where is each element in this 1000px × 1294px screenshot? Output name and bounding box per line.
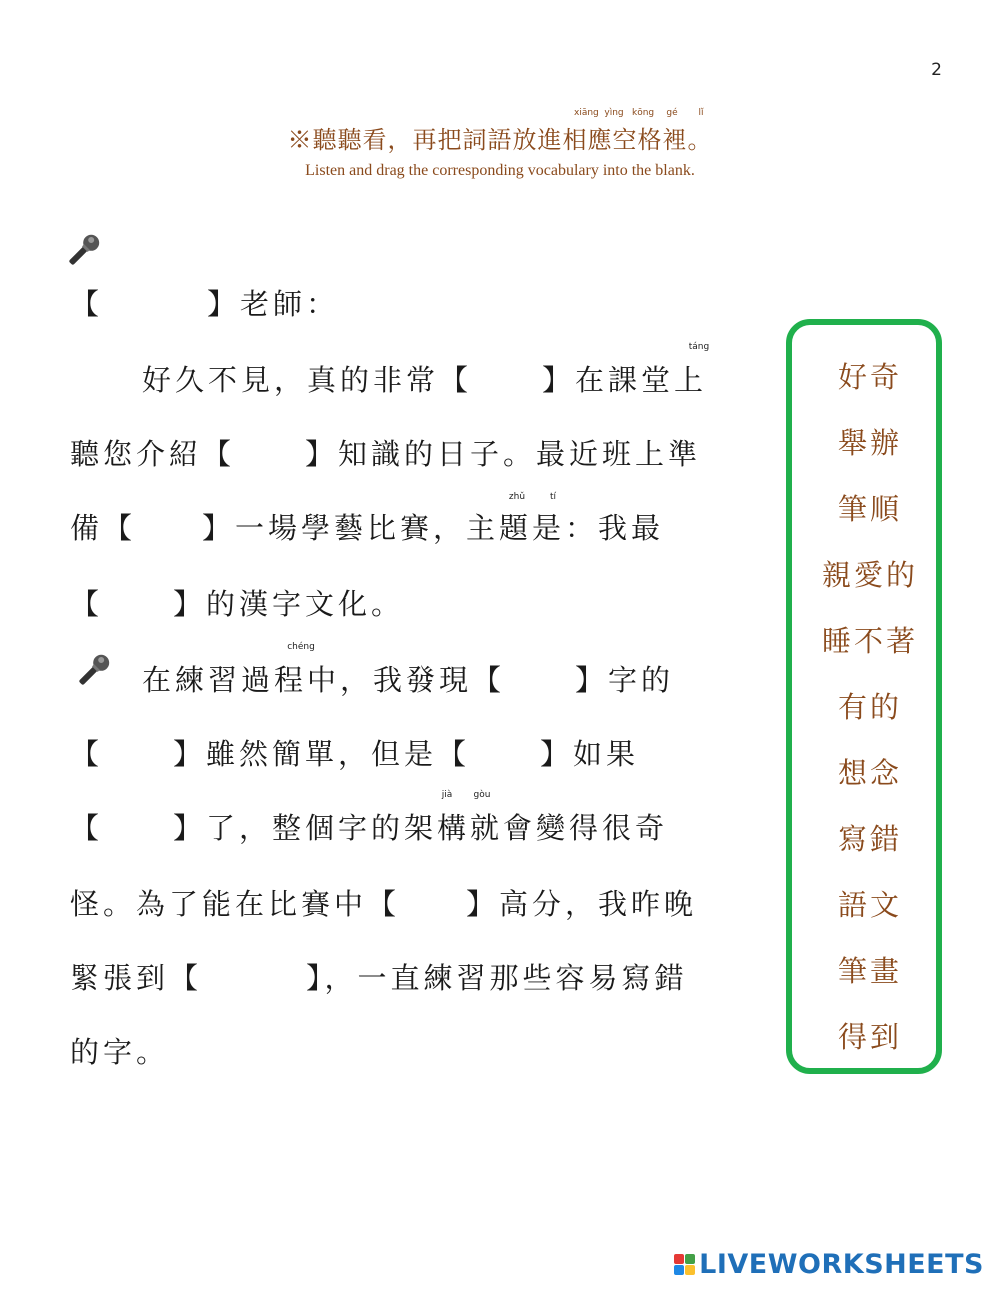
passage-line-10: 緊張到【 】，一直練習那些容易寫錯: [70, 961, 688, 995]
instruction-zh: ※聽聽看，再把詞語放進相應空格裡。: [287, 126, 713, 154]
passage-line-3: 聽您介紹【 】知識的日子。最近班上準: [70, 437, 702, 471]
word-bank-item[interactable]: 得到: [837, 1020, 902, 1054]
passage-line-6: 在練習過程中，我發現【 】字的: [142, 663, 675, 697]
passage-line-8: 【 】了，整個字的架構就會變得很奇: [70, 811, 669, 845]
word-bank-item[interactable]: 寫錯: [837, 822, 902, 856]
word-bank-item[interactable]: 有的: [837, 690, 902, 724]
pinyin-ti: tí: [549, 492, 557, 502]
passage-line-4: 備【 】一場學藝比賽，主題是：我最: [70, 511, 665, 545]
pinyin-cheng: chéng: [287, 642, 315, 652]
word-bank-item[interactable]: 親愛的: [821, 558, 918, 592]
pinyin-zhu: zhǔ: [508, 492, 526, 502]
page-number: 2: [931, 60, 942, 80]
word-bank-item[interactable]: 筆順: [837, 492, 902, 526]
logo-mark-icon: [674, 1254, 695, 1275]
instruction-en: Listen and drag the corresponding vocabulary into the blank.: [305, 162, 695, 179]
word-bank-item[interactable]: 語文: [837, 888, 902, 922]
pinyin-tang: táng: [688, 342, 710, 352]
word-bank-item[interactable]: 想念: [837, 756, 902, 790]
passage-line-11: 的字。: [70, 1035, 170, 1069]
pinyin-ge: gé: [666, 108, 678, 118]
brand-name: LIVEWORKSHEETS: [699, 1249, 984, 1280]
liveworksheets-logo: [674, 1249, 984, 1280]
pinyin-li: lǐ: [698, 108, 704, 118]
microphone-icon[interactable]: [70, 650, 114, 694]
pinyin-jia: jià: [441, 790, 453, 800]
pinyin-xiang: xiāng: [574, 108, 599, 118]
passage-line-2: 好久不見，真的非常【 】在課堂上: [142, 363, 708, 397]
passage-line-9: 怪。為了能在比賽中【 】高分，我昨晚: [70, 887, 698, 921]
microphone-icon[interactable]: [60, 230, 104, 274]
word-bank-item[interactable]: 舉辦: [837, 426, 902, 460]
passage-line-7: 【 】雖然簡單，但是【 】如果: [70, 737, 640, 771]
word-bank: [786, 319, 942, 1074]
passage-line-5: 【 】的漢字文化。: [70, 587, 405, 621]
word-bank-item[interactable]: 筆畫: [837, 954, 902, 988]
pinyin-kong: kōng: [632, 108, 655, 118]
word-bank-item[interactable]: 睡不著: [821, 624, 918, 658]
word-bank-item[interactable]: 好奇: [837, 360, 902, 394]
pinyin-ying: yìng: [604, 108, 624, 118]
pinyin-gou: gòu: [473, 790, 491, 800]
passage-line-1: 【 】老師：: [70, 287, 340, 321]
